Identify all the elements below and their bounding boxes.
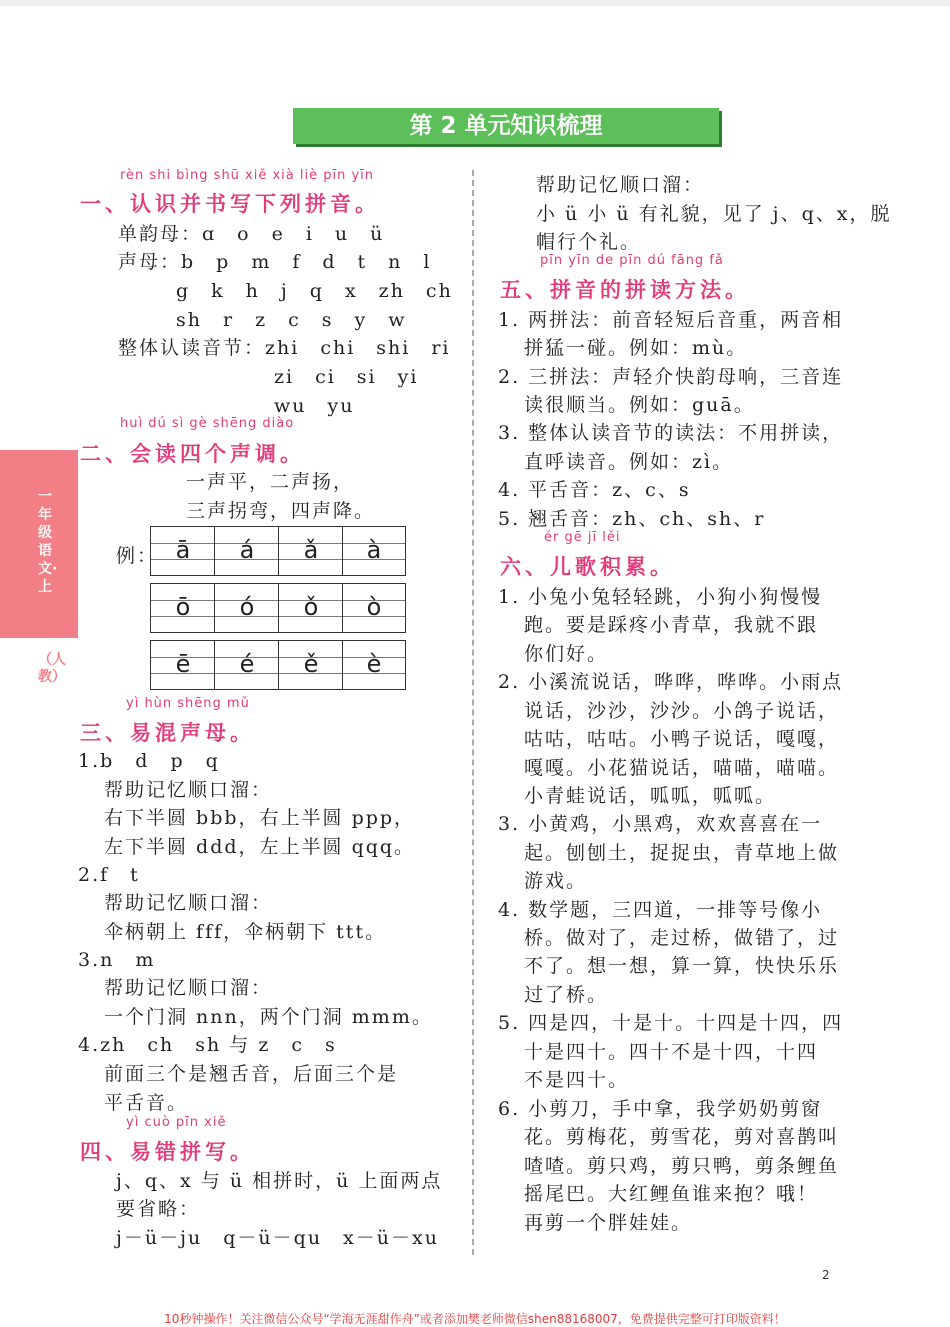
s3-heading: 三、易混声母。 [80, 720, 255, 745]
s2-heading: 二、会读四个声调。 [80, 441, 305, 466]
text-line: 1. 小兔小兔轻轻跳，小狗小狗慢慢 [498, 586, 823, 608]
s4-pinyin: yì cuò pīn xiě [126, 1115, 227, 1130]
s6-pinyin: ér gē jī lěi [544, 530, 621, 545]
tone-cell: ǒ [278, 584, 343, 632]
tone-cell: ē [150, 641, 215, 689]
example-label: 例： [116, 545, 159, 567]
s2-pinyin: huì dú sì gè shēng diào [120, 416, 295, 431]
tone-row-o [150, 583, 406, 633]
text-line: g k h j q x zh ch [176, 280, 453, 302]
text-line: 游戏。 [524, 870, 588, 892]
tone-cell: ě [278, 641, 343, 689]
text-line: 伞柄朝上 fff，伞柄朝下 ttt。 [104, 921, 387, 943]
text-line: 起。刨刨土，捉捉虫，青草地上做 [524, 842, 840, 864]
s6-heading: 六、儿歌积累。 [500, 554, 675, 579]
s1-pinyin: rèn shi bìng shū xiě xià liè pīn yīn [120, 168, 375, 183]
text-line: 跑。要是踩疼小青草，我就不跟 [524, 614, 819, 636]
text-line: sh r z c s y w [176, 309, 407, 331]
text-line: j、q、x 与 ü 相拼时，ü 上面两点 [116, 1170, 443, 1192]
s4-heading: 四、易错拼写。 [80, 1139, 255, 1164]
text-line: 4. 数学题，三四道，一排等号像小 [498, 899, 823, 921]
text-line: 声母：b p m f d t n l [118, 251, 432, 273]
text-line: 4.zh ch sh 与 z c s [78, 1034, 337, 1056]
text-line: 3. 整体认读音节的读法：不用拼读， [498, 422, 844, 444]
s5-pinyin: pīn yīn de pīn dú fāng fǎ [540, 253, 724, 268]
text-line: 1. 两拼法：前音轻短后音重，两音相 [498, 309, 844, 331]
tone-cell: é [214, 641, 279, 689]
text-line: 整体认读音节：zhi chi shi ri [118, 337, 451, 359]
tone-row-a [150, 526, 406, 576]
text-line: 帮助记忆顺口溜： [104, 892, 273, 914]
text-line: 4. 平舌音：z、c、s [498, 479, 691, 501]
tone-row-e [150, 640, 406, 690]
s3-pinyin: yì hùn shēng mǔ [126, 696, 250, 711]
text-line: 左下半圆 ddd，左上半圆 qqq。 [104, 836, 416, 858]
text-line: 单韵母：ɑ o e i u ü [118, 223, 385, 245]
text-line: 喳喳。剪只鸡，剪只鸭，剪条鲤鱼 [524, 1155, 840, 1177]
text-line: 2. 小溪流说话，哗哗，哗哗。小雨点 [498, 671, 844, 693]
side-edition-label: （人教） [38, 652, 66, 685]
column-divider [472, 170, 474, 1255]
title-banner [293, 108, 719, 144]
text-line: 5. 四是四，十是十。十四是十四，四 [498, 1012, 844, 1034]
tone-cell: ó [214, 584, 279, 632]
text-line: 2.f t [78, 864, 140, 886]
text-line: 帮助记忆顺口溜： [104, 977, 273, 999]
top-border [0, 0, 950, 6]
s5-heading: 五、拼音的拼读方法。 [500, 277, 750, 302]
side-tab [0, 450, 78, 638]
text-line: 前面三个是翘舌音，后面三个是 [104, 1063, 399, 1085]
text-line: 平舌音。 [104, 1092, 189, 1114]
side-tab-label: 一年级语文·上 [38, 489, 58, 595]
text-line: 直呼读音。例如：zì。 [524, 451, 734, 473]
text-line: 咕咕，咕咕。小鸭子说话，嘎嘎， [524, 728, 840, 750]
tone-cell: á [214, 527, 279, 575]
text-line: 要省略： [116, 1198, 201, 1220]
text-line: 摇尾巴。大红鲤鱼谁来抱？哦！ [524, 1183, 819, 1205]
text-line: 一个门洞 nnn，两个门洞 mmm。 [104, 1006, 433, 1028]
s1-heading: 一、认识并书写下列拼音。 [80, 191, 380, 216]
tone-cell: à [342, 527, 406, 575]
text-line: 2. 三拼法：声轻介快韵母响，三音连 [498, 366, 844, 388]
text-line: 帽行个礼。 [536, 231, 642, 253]
text-line: 嘎嘎。小花猫说话，喵喵，喵喵。 [524, 757, 840, 779]
text-line: 十是四十。四十不是十四，十四 [524, 1041, 819, 1063]
tone-cell: ā [150, 527, 215, 575]
text-line: 拼猛一碰。例如：mù。 [524, 337, 748, 359]
text-line: 帮助记忆顺口溜： [104, 779, 273, 801]
page-number: 2 [822, 1268, 830, 1282]
tone-cell: ò [342, 584, 406, 632]
text-line: wu yu [274, 395, 355, 417]
text-line: 帮助记忆顺口溜： [536, 174, 705, 196]
text-line: zi ci si yi [274, 366, 419, 388]
tone-cell: ō [150, 584, 215, 632]
text-line: 说话，沙沙，沙沙。小鸽子说话， [524, 700, 840, 722]
text-line: 3. 小黄鸡，小黑鸡，欢欢喜喜在一 [498, 813, 823, 835]
text-line: j－ü－ju q－ü－qu x－ü－xu [116, 1227, 439, 1249]
text-line: 6. 小剪刀，手中拿，我学奶奶剪窗 [498, 1098, 823, 1120]
text-line: 过了桥。 [524, 984, 609, 1006]
text-line: 三声拐弯，四声降。 [186, 500, 376, 522]
text-line: 你们好。 [524, 643, 609, 665]
page-title: 第 2 单元知识梳理 [409, 113, 603, 139]
text-line: 桥。做对了，走过桥，做错了，过 [524, 927, 840, 949]
text-line: 小青蛙说话，呱呱，呱呱。 [524, 785, 777, 807]
text-line: 读很顺当。例如：guā。 [524, 394, 755, 416]
text-line: 1.b d p q [78, 750, 220, 772]
text-line: 5. 翘舌音：zh、ch、sh、r [498, 508, 766, 530]
footer-notice: 10秒钟操作！关注微信公众号“学海无涯甜作舟”或者添加樊老师微信shen88168007，免费提供完整可打印版资料！ [164, 1312, 786, 1326]
text-line: 花。剪梅花，剪雪花，剪对喜鹊叫 [524, 1126, 840, 1148]
text-line: 一声平，二声扬， [186, 471, 355, 493]
text-line: 不了。想一想，算一算，快快乐乐 [524, 955, 840, 977]
text-line: 小 ü 小 ü 有礼貌，见了 j、q、x，脱 [536, 203, 892, 225]
tone-cell: è [342, 641, 406, 689]
tone-cell: ǎ [278, 527, 343, 575]
text-line: 再剪一个胖娃娃。 [524, 1212, 693, 1234]
text-line: 不是四十。 [524, 1069, 630, 1091]
text-line: 3.n m [78, 949, 156, 971]
text-line: 右下半圆 bbb，右上半圆 ppp， [104, 807, 416, 829]
